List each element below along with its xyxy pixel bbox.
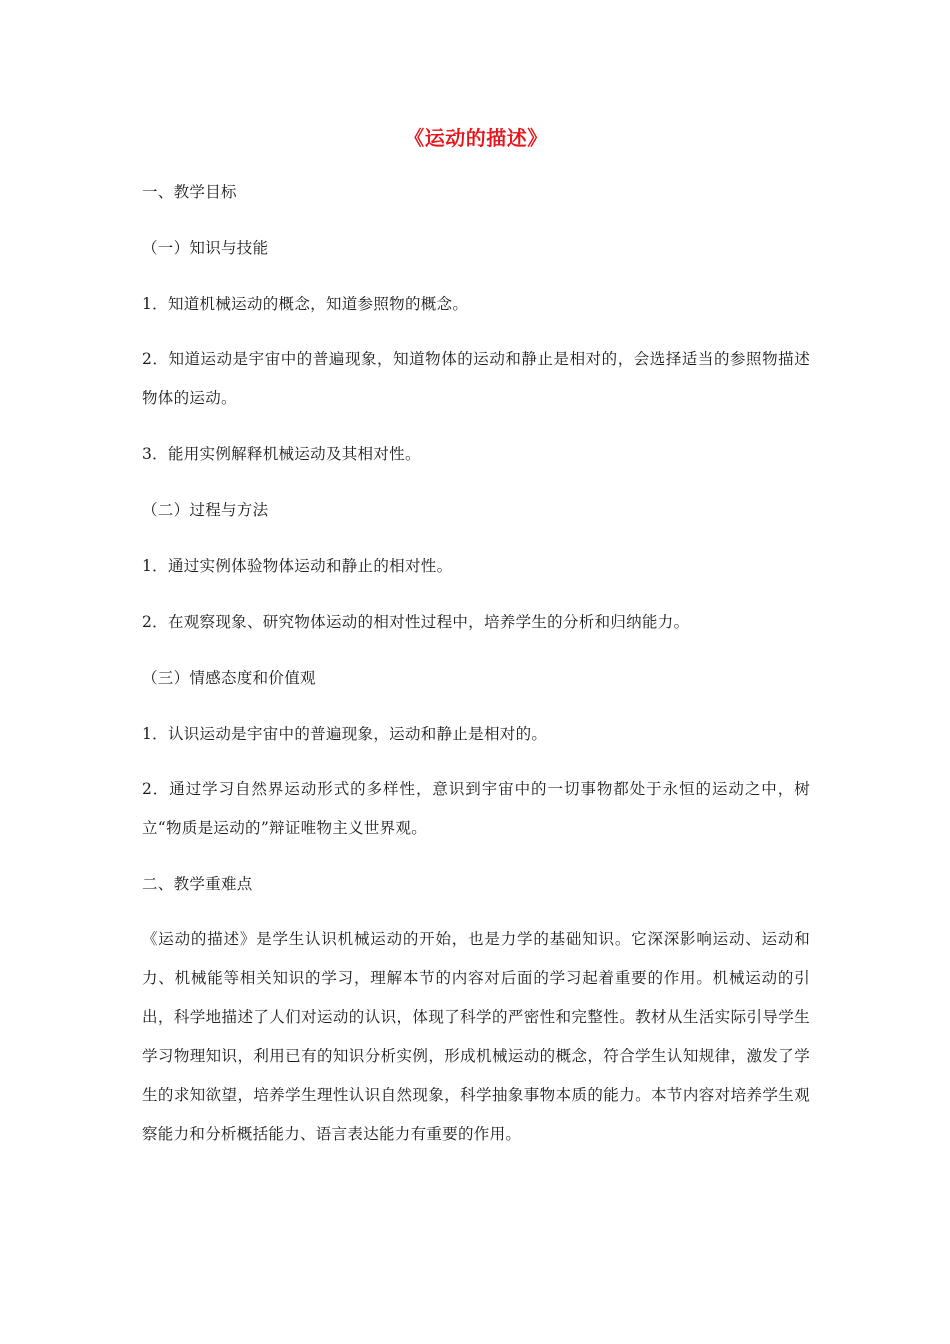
subsection-heading-process-methods: （二）过程与方法: [142, 501, 269, 519]
list-item: 3．能用实例解释机械运动及其相对性。: [142, 445, 421, 463]
list-item: 2．通过学习自然界运动形式的多样性，意识到宇宙中的一切事物都处于永恒的运动之中，树立“物质是运动的”辩证唯物主义世界观。: [142, 780, 810, 837]
section-heading-teaching-goals: 一、教学目标: [142, 183, 237, 201]
section-heading-key-points: 二、教学重难点: [142, 875, 253, 893]
list-item: 2．在观察现象、研究物体运动的相对性过程中，培养学生的分析和归纳能力。: [142, 613, 690, 631]
list-item: 1．通过实例体验物体运动和静止的相对性。: [142, 557, 453, 575]
subsection-heading-emotion-values: （三）情感态度和价值观: [142, 669, 316, 687]
subsection-heading-knowledge-skills: （一）知识与技能: [142, 239, 269, 257]
document-page: [142, 120, 810, 1174]
list-item: 2．知道运动是宇宙中的普遍现象，知道物体的运动和静止是相对的，会选择适当的参照物描述物体的运动。: [142, 350, 810, 407]
body-paragraph: 《运动的描述》是学生认识机械运动的开始，也是力学的基础知识。它深深影响运动、运动和力、机械能等相关知识的学习，理解本节的内容对后面的学习起着重要的作用。机械运动的引出，科学地描述了人们对运动的认识，体现了科学的严密性和完整性。教材从生活实际引导学生学习物理知识，利用已有的知识分析实例，形成机械运动的概念，符合学生认知规律，激发了学生的求知欲望，培养学生理性认识自然现象，科学抽象事物本质的能力。本节内容对培养学生观察能力和分析概括能力、语言表达能力有重要的作用。: [142, 930, 810, 1143]
list-item: 1．认识运动是宇宙中的普遍现象，运动和静止是相对的。: [142, 725, 548, 743]
list-item: 1．知道机械运动的概念，知道参照物的概念。: [142, 295, 469, 313]
document-title: 《运动的描述》: [404, 126, 548, 150]
